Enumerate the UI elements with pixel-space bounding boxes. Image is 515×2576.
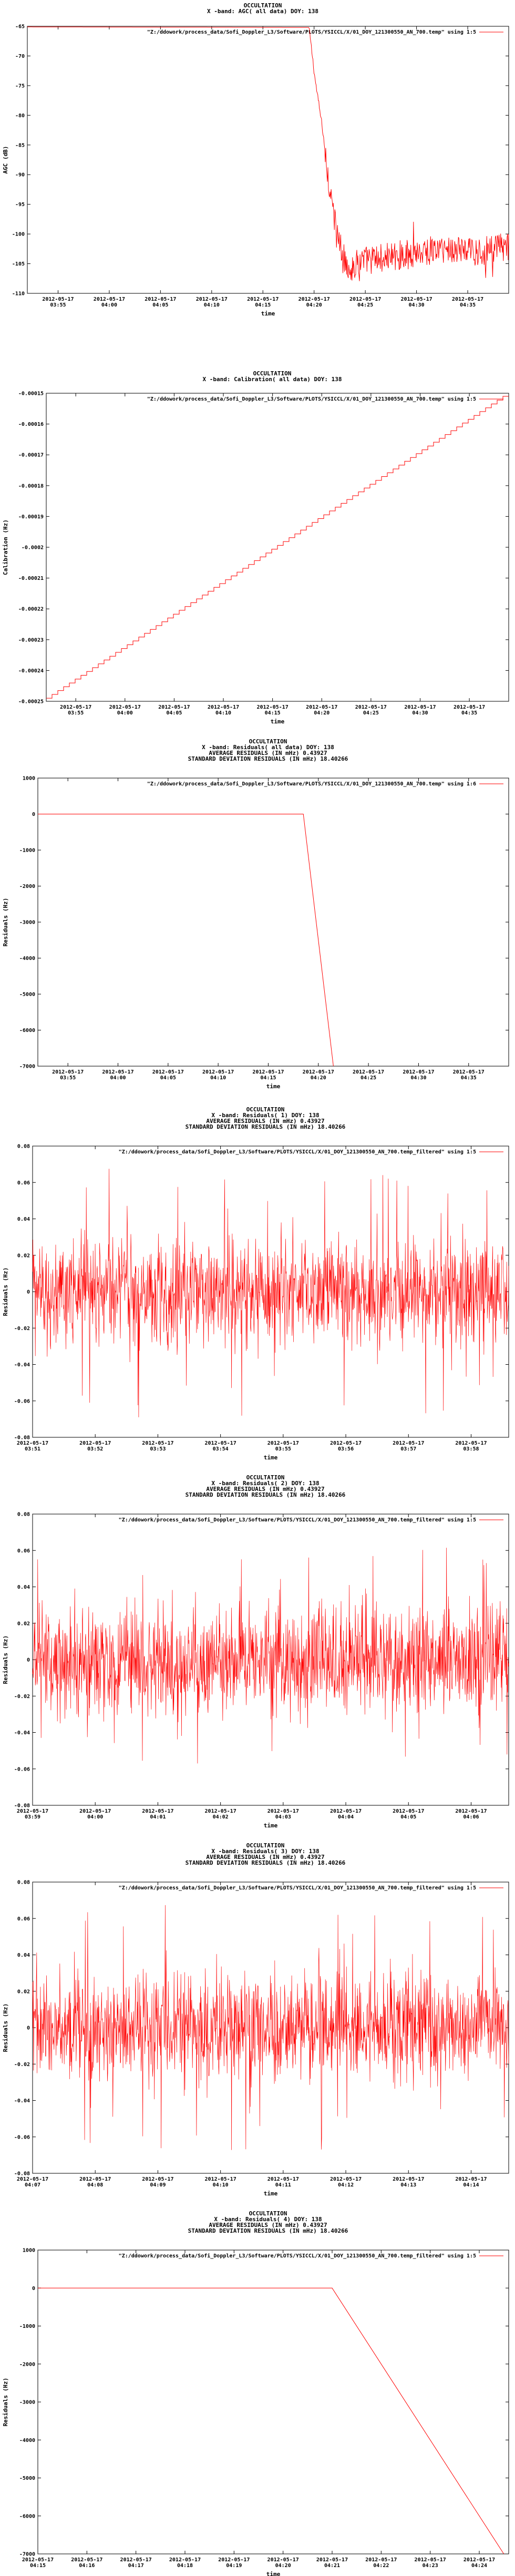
x-tick-label: 04:30 (408, 302, 425, 308)
x-tick-label: 2012-05-17 (142, 2176, 174, 2182)
x-tick-label: 2012-05-17 (267, 2176, 299, 2182)
y-tick-label: -85 (15, 142, 25, 149)
x-tick-label: 04:24 (471, 2563, 488, 2569)
y-tick-label: -0.06 (14, 1766, 30, 1773)
x-tick-label: 2012-05-17 (93, 297, 126, 302)
x-tick-label: 2012-05-17 (52, 1069, 84, 1075)
chart-title-line: X -band: Residuals( 2) DOY: 138 (211, 1480, 320, 1487)
y-tick-label: 0.02 (17, 1621, 30, 1627)
series-line (33, 1548, 509, 1763)
y-tick-label: -0.00015 (18, 391, 44, 397)
x-tick-label: 2012-05-17 (16, 2176, 49, 2182)
x-tick-label: 2012-05-17 (329, 1808, 362, 1814)
x-tick-label: 04:05 (160, 1075, 176, 1081)
x-tick-label: 2012-05-17 (455, 2176, 487, 2182)
x-tick-label: 04:15 (255, 302, 271, 308)
x-tick-label: 2012-05-17 (452, 1069, 485, 1075)
y-tick-label: -3000 (19, 2399, 35, 2406)
x-tick-label: 2012-05-17 (455, 1440, 487, 1446)
series-line (38, 814, 333, 1067)
x-tick-label: 2012-05-17 (267, 2557, 299, 2563)
y-tick-label: -0.00021 (18, 576, 44, 582)
x-tick-label: 04:02 (212, 1814, 229, 1820)
x-tick-label: 2012-05-17 (79, 1808, 111, 1814)
x-tick-label: 2012-05-17 (306, 704, 338, 710)
x-tick-label: 2012-05-17 (16, 1440, 49, 1446)
x-axis-label: time (270, 718, 285, 725)
x-tick-label: 2012-05-17 (102, 1069, 134, 1075)
x-tick-label: 03:55 (50, 302, 66, 308)
x-tick-label: 04:22 (373, 2563, 389, 2569)
x-tick-label: 2012-05-17 (202, 1069, 234, 1075)
y-tick-label: -0.00019 (18, 514, 44, 520)
chart-panel-1 (2, 2, 509, 317)
y-tick-label: 0 (26, 2025, 30, 2031)
y-tick-label: 0.02 (17, 1989, 30, 1995)
x-tick-label: 2012-05-17 (252, 1069, 284, 1075)
x-tick-label: 04:25 (357, 302, 374, 308)
x-tick-label: 04:05 (166, 710, 182, 716)
x-tick-label: 2012-05-17 (71, 2557, 103, 2563)
chart-title-line: OCCULTATION (243, 2, 282, 9)
x-tick-label: 2012-05-17 (42, 297, 74, 302)
y-tick-label: -105 (12, 261, 25, 268)
x-tick-label: 2012-05-17 (16, 1808, 49, 1814)
x-tick-label: 04:35 (461, 710, 478, 716)
y-tick-label: 0.08 (17, 1879, 30, 1886)
x-tick-label: 04:00 (87, 1814, 104, 1820)
series-line (33, 1905, 509, 2150)
x-tick-label: 2012-05-17 (355, 704, 387, 710)
y-tick-label: -75 (15, 83, 25, 89)
chart-panel-3 (2, 738, 509, 1090)
chart-title-line: OCCULTATION (246, 1474, 285, 1481)
x-tick-label: 2012-05-17 (247, 297, 279, 302)
x-tick-label: 04:12 (337, 2182, 354, 2188)
y-tick-label: -90 (15, 172, 25, 178)
y-axis-label: Residuals (Hz) (2, 1267, 9, 1316)
legend-label: "Z:/ddowork/process_data/Sofi_Doppler_L3/Software/PLOTS/YSICCL/X/01_DOY_121300550_AN_700.temp" using 1:5 (147, 29, 476, 35)
x-tick-label: 2012-05-17 (393, 1808, 425, 1814)
plot-frame (33, 1146, 509, 1437)
x-tick-label: 2012-05-17 (79, 1440, 111, 1446)
x-tick-label: 2012-05-17 (79, 2176, 111, 2182)
chart-title-line: OCCULTATION (249, 738, 287, 745)
y-tick-label: -1000 (19, 2324, 35, 2329)
x-tick-label: 2012-05-17 (142, 1808, 174, 1814)
y-tick-label: 0.04 (17, 1585, 30, 1590)
x-tick-label: 2012-05-17 (195, 297, 228, 302)
x-tick-label: 03:55 (60, 1075, 76, 1081)
chart-title-line: AVERAGE RESIDUALS (IN mHz) 0.43927 (209, 2222, 327, 2229)
x-tick-label: 2012-05-17 (204, 2176, 236, 2182)
legend-label: "Z:/ddowork/process_data/Sofi_Doppler_L3/Software/PLOTS/YSICCL/X/01_DOY_121300550_AN_700.temp" using 1:5 (147, 396, 476, 402)
legend-label: "Z:/ddowork/process_data/Sofi_Doppler_L3/Software/PLOTS/YSICCL/X/01_DOY_121300550_AN_700.temp_filtered" using 1:5 (118, 1517, 476, 1523)
chart-title-line: AVERAGE RESIDUALS (IN mHz) 0.43927 (209, 750, 327, 757)
chart-title-line: OCCULTATION (246, 1106, 285, 1113)
legend-label: "Z:/ddowork/process_data/Sofi_Doppler_L3/Software/PLOTS/YSICCL/X/01_DOY_121300550_AN_700.temp" using 1:6 (147, 781, 476, 787)
y-tick-label: -5000 (19, 991, 35, 998)
x-tick-label: 2012-05-17 (329, 1440, 362, 1446)
x-tick-label: 2012-05-17 (463, 2557, 496, 2563)
y-tick-label: -0.04 (14, 1362, 30, 1368)
x-tick-label: 2012-05-17 (145, 297, 177, 302)
x-tick-label: 03:51 (24, 1446, 41, 1452)
y-tick-label: -1000 (19, 847, 35, 854)
x-tick-label: 04:20 (306, 302, 322, 308)
chart-panel-2 (2, 370, 509, 725)
x-axis-label: time (266, 1083, 281, 1090)
x-tick-label: 04:05 (152, 302, 169, 308)
y-tick-label: -7000 (19, 1064, 35, 1070)
x-tick-label: 2012-05-17 (256, 704, 289, 710)
y-tick-label: -0.00024 (18, 668, 44, 674)
y-tick-label: -4000 (19, 956, 35, 962)
x-axis-label: time (263, 1454, 278, 1461)
y-tick-label: -0.08 (14, 2171, 30, 2177)
chart-title-line: X -band: Residuals( all data) DOY: 138 (202, 744, 334, 751)
x-tick-label: 2012-05-17 (267, 1440, 299, 1446)
chart-title-line: AVERAGE RESIDUALS (IN mHz) 0.43927 (206, 1854, 325, 1861)
series-line (33, 1169, 509, 1417)
x-tick-label: 04:15 (260, 1075, 276, 1081)
y-tick-label: -80 (15, 113, 25, 119)
x-axis-label: time (263, 1822, 278, 1829)
y-tick-label: -0.00018 (18, 483, 44, 489)
y-tick-label: 0.06 (17, 1180, 30, 1186)
x-tick-label: 2012-05-17 (169, 2557, 201, 2563)
chart-panel-4 (2, 1106, 509, 1461)
x-tick-label: 2012-05-17 (207, 704, 240, 710)
x-tick-label: 04:09 (150, 2182, 166, 2188)
x-tick-label: 2012-05-17 (393, 2176, 425, 2182)
x-tick-label: 2012-05-17 (404, 704, 436, 710)
chart-title-line: STANDARD DEVIATION RESIDUALS (IN mHz) 18.40266 (185, 1859, 346, 1866)
y-tick-label: -100 (12, 231, 25, 238)
y-tick-label: 0 (26, 1657, 30, 1663)
x-tick-label: 04:06 (463, 1814, 479, 1820)
x-tick-label: 04:07 (24, 2182, 41, 2188)
x-tick-label: 2012-05-17 (349, 297, 382, 302)
y-tick-label: 0.08 (17, 1511, 30, 1518)
x-tick-label: 2012-05-17 (158, 704, 190, 710)
x-tick-label: 03:57 (400, 1446, 417, 1452)
y-tick-label: -0.00023 (18, 637, 44, 643)
x-tick-label: 04:25 (363, 710, 379, 716)
x-tick-label: 04:20 (275, 2563, 291, 2569)
chart-title-line: STANDARD DEVIATION RESIDUALS (IN mHz) 18.40266 (188, 755, 348, 762)
x-tick-label: 2012-05-17 (120, 2557, 152, 2563)
x-tick-label: 04:35 (459, 302, 476, 308)
x-tick-label: 2012-05-17 (204, 1440, 236, 1446)
y-tick-label: 0 (26, 1289, 30, 1295)
y-tick-label: -70 (15, 53, 25, 59)
x-tick-label: 2012-05-17 (453, 704, 486, 710)
chart-panel-6 (2, 1842, 509, 2197)
x-tick-label: 04:30 (412, 710, 428, 716)
x-tick-label: 2012-05-17 (365, 2557, 397, 2563)
x-tick-label: 03:56 (337, 1446, 354, 1452)
legend-label: "Z:/ddowork/process_data/Sofi_Doppler_L3/Software/PLOTS/YSICCL/X/01_DOY_121300550_AN_700.temp_filtered" using 1:5 (118, 1885, 476, 1891)
x-tick-label: 04:10 (203, 302, 220, 308)
x-tick-label: 04:05 (400, 1814, 417, 1820)
y-tick-label: -2000 (19, 884, 35, 890)
x-tick-label: 2012-05-17 (400, 297, 432, 302)
y-tick-label: 0.04 (17, 1953, 30, 1958)
series-line (38, 2288, 504, 2554)
x-tick-label: 03:53 (150, 1446, 166, 1452)
x-tick-label: 2012-05-17 (455, 1808, 487, 1814)
y-tick-label: -0.08 (14, 1803, 30, 1809)
y-axis-label: Residuals (Hz) (2, 2377, 9, 2427)
y-tick-label: -0.02 (14, 2061, 30, 2068)
x-tick-label: 2012-05-17 (451, 297, 484, 302)
legend-label: "Z:/ddowork/process_data/Sofi_Doppler_L3/Software/PLOTS/YSICCL/X/01_DOY_121300550_AN_700.temp_filtered" using 1:5 (118, 1149, 476, 1155)
x-tick-label: 04:10 (212, 2182, 229, 2188)
y-tick-label: 0.08 (17, 1143, 30, 1150)
y-tick-label: -7000 (19, 2551, 35, 2558)
y-tick-label: -4000 (19, 2437, 35, 2444)
y-tick-label: -0.00022 (18, 606, 44, 612)
chart-title-line: X -band: Residuals( 3) DOY: 138 (211, 1848, 320, 1855)
y-tick-label: -110 (12, 291, 25, 297)
chart-title-line: X -band: Residuals( 1) DOY: 138 (211, 1112, 320, 1119)
x-tick-label: 2012-05-17 (218, 2557, 250, 2563)
x-tick-label: 2012-05-17 (152, 1069, 184, 1075)
x-tick-label: 2012-05-17 (109, 704, 141, 710)
plot-frame (38, 2250, 509, 2554)
x-tick-label: 2012-05-17 (393, 1440, 425, 1446)
chart-panel-5 (2, 1474, 509, 1829)
series-line (46, 396, 509, 698)
chart-title-line: X -band: AGC( all data) DOY: 138 (207, 8, 318, 15)
x-tick-label: 04:00 (101, 302, 117, 308)
x-tick-label: 2012-05-17 (298, 297, 330, 302)
y-tick-label: -6000 (19, 2513, 35, 2520)
y-tick-label: -0.04 (14, 1730, 30, 1736)
x-tick-label: 2012-05-17 (142, 1440, 174, 1446)
chart-title-line: STANDARD DEVIATION RESIDUALS (IN mHz) 18.40266 (185, 1491, 346, 1498)
series-line (27, 27, 509, 281)
y-tick-label: 0.02 (17, 1253, 30, 1259)
x-tick-label: 2012-05-17 (352, 1069, 385, 1075)
y-tick-label: -0.00016 (18, 422, 44, 428)
y-tick-label: -0.02 (14, 1693, 30, 1700)
x-tick-label: 04:21 (324, 2563, 341, 2569)
x-tick-label: 2012-05-17 (414, 2557, 446, 2563)
x-tick-label: 04:14 (463, 2182, 479, 2188)
x-tick-label: 2012-05-17 (22, 2557, 54, 2563)
y-tick-label: -2000 (19, 2362, 35, 2368)
y-tick-label: -0.02 (14, 1325, 30, 1332)
x-tick-label: 04:17 (128, 2563, 144, 2569)
chart-title-line: STANDARD DEVIATION RESIDUALS (IN mHz) 18.40266 (185, 1123, 346, 1130)
x-tick-label: 04:20 (310, 1075, 326, 1081)
y-tick-label: -0.06 (14, 1398, 30, 1405)
y-tick-label: -65 (15, 24, 25, 30)
x-axis-label: time (266, 2571, 281, 2576)
chart-title-line: OCCULTATION (249, 2210, 287, 2217)
chart-title-line: X -band: Residuals( 4) DOY: 138 (214, 2216, 322, 2223)
x-tick-label: 04:16 (79, 2563, 95, 2569)
chart-title-line: STANDARD DEVIATION RESIDUALS (IN mHz) 18.40266 (188, 2227, 348, 2234)
x-tick-label: 04:15 (29, 2563, 46, 2569)
x-tick-label: 03:59 (24, 1814, 41, 1820)
x-tick-label: 2012-05-17 (204, 1808, 236, 1814)
y-tick-label: -0.0002 (21, 545, 44, 551)
y-tick-label: 1000 (22, 2247, 35, 2254)
x-tick-label: 04:03 (275, 1814, 291, 1820)
plot-frame (27, 26, 509, 293)
y-axis-label: AGC (dB) (2, 146, 9, 174)
x-tick-label: 04:15 (264, 710, 281, 716)
y-tick-label: -95 (15, 202, 25, 208)
x-tick-label: 03:55 (275, 1446, 291, 1452)
y-axis-label: Residuals (Hz) (2, 1635, 9, 1684)
y-axis-label: Residuals (Hz) (2, 897, 9, 947)
legend-label: "Z:/ddowork/process_data/Sofi_Doppler_L3/Software/PLOTS/YSICCL/X/01_DOY_121300550_AN_700.temp_filtered" using 1:5 (118, 2253, 476, 2259)
plot-frame (38, 778, 509, 1066)
y-tick-label: 1000 (22, 775, 35, 782)
x-tick-label: 04:01 (150, 1814, 166, 1820)
x-tick-label: 03:55 (68, 710, 84, 716)
x-tick-label: 2012-05-17 (302, 1069, 334, 1075)
x-tick-label: 04:19 (226, 2563, 242, 2569)
x-tick-label: 04:00 (110, 1075, 126, 1081)
y-tick-label: 0 (32, 812, 35, 817)
x-tick-label: 04:08 (87, 2182, 104, 2188)
chart-title-line: AVERAGE RESIDUALS (IN mHz) 0.43927 (206, 1118, 325, 1125)
x-tick-label: 2012-05-17 (329, 2176, 362, 2182)
x-axis-label: time (263, 2190, 278, 2197)
x-tick-label: 04:20 (314, 710, 330, 716)
y-tick-label: -5000 (19, 2476, 35, 2481)
x-tick-label: 04:30 (410, 1075, 427, 1081)
chart-title-line: OCCULTATION (246, 1842, 285, 1849)
y-tick-label: 0.06 (17, 1916, 30, 1922)
y-tick-label: -0.04 (14, 2098, 30, 2104)
y-tick-label: -0.08 (14, 1435, 30, 1441)
y-tick-label: -6000 (19, 1028, 35, 1034)
x-axis-label: time (261, 310, 275, 317)
x-tick-label: 04:23 (422, 2563, 438, 2569)
x-tick-label: 2012-05-17 (267, 1808, 299, 1814)
x-tick-label: 04:10 (215, 710, 232, 716)
x-tick-label: 04:18 (177, 2563, 193, 2569)
x-tick-label: 04:04 (337, 1814, 354, 1820)
chart-title-line: X -band: Calibration( all data) DOY: 138 (202, 376, 342, 383)
x-tick-label: 03:52 (87, 1446, 104, 1452)
y-tick-label: -0.06 (14, 2134, 30, 2141)
x-tick-label: 04:00 (117, 710, 133, 716)
y-tick-label: 0.06 (17, 1548, 30, 1554)
x-tick-label: 04:35 (460, 1075, 477, 1081)
chart-title-line: AVERAGE RESIDUALS (IN mHz) 0.43927 (206, 1486, 325, 1493)
y-axis-label: Calibration (Hz) (2, 519, 9, 575)
x-tick-label: 2012-05-17 (316, 2557, 348, 2563)
x-tick-label: 04:13 (400, 2182, 417, 2188)
chart-title-line: OCCULTATION (253, 370, 292, 377)
x-tick-label: 04:10 (210, 1075, 226, 1081)
x-tick-label: 04:11 (275, 2182, 291, 2188)
chart-panel-7 (2, 2210, 509, 2576)
y-tick-label: 0.04 (17, 1217, 30, 1222)
y-tick-label: -0.00017 (18, 452, 44, 458)
x-tick-label: 03:54 (212, 1446, 229, 1452)
y-tick-label: -0.00025 (18, 699, 44, 705)
x-tick-label: 03:58 (463, 1446, 479, 1452)
y-tick-label: 0 (32, 2285, 35, 2292)
x-tick-label: 2012-05-17 (60, 704, 92, 710)
x-tick-label: 2012-05-17 (403, 1069, 435, 1075)
y-tick-label: -3000 (19, 919, 35, 926)
x-tick-label: 04:25 (360, 1075, 377, 1081)
y-axis-label: Residuals (Hz) (2, 2003, 9, 2052)
